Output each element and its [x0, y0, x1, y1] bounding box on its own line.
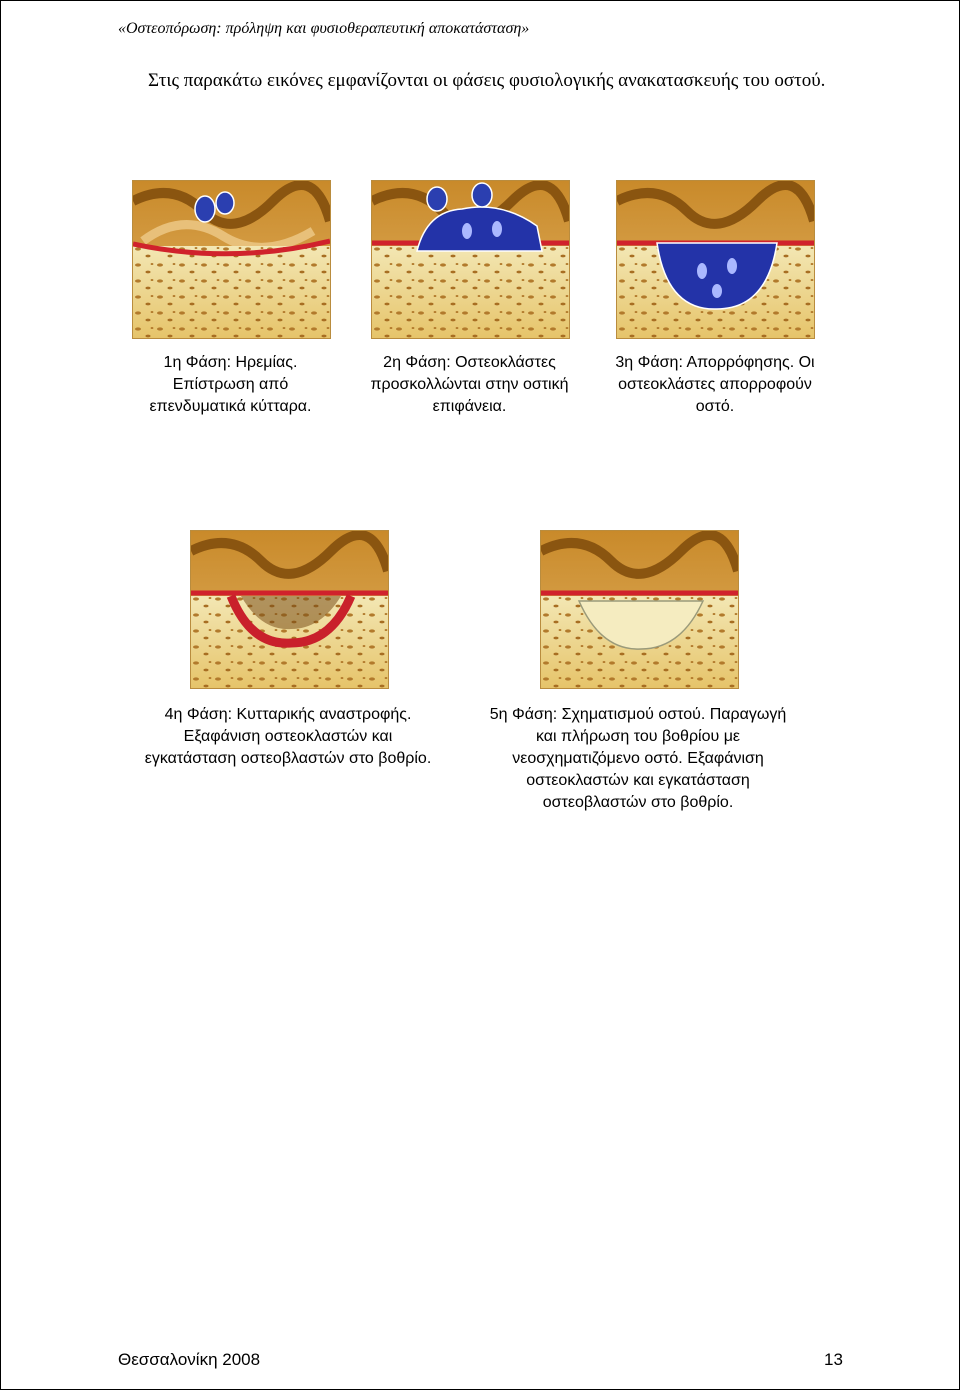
footer-location-year: Θεσσαλονίκη 2008	[118, 1350, 261, 1369]
caption-line: και πλήρωση του βοθρίου με	[535, 728, 741, 745]
caption-line: επιφάνεια.	[432, 398, 507, 415]
caption-line: οστεοβλαστών στο βοθρίο.	[542, 794, 734, 811]
caption-line: 2η Φάση: Οστεοκλάστες	[383, 354, 556, 371]
phase-4-image	[190, 530, 389, 689]
caption-line: οστό.	[695, 398, 735, 415]
caption-line: 5η Φάση: Σχηματισμού οστού. Παραγωγή	[489, 706, 787, 723]
caption-line: Επίστρωση από	[172, 376, 289, 393]
phase-3-image	[616, 180, 815, 339]
caption-line: οστεοκλαστών και εγκατάσταση	[526, 772, 750, 789]
page-number: 13	[824, 1350, 843, 1369]
caption-line: 1η Φάση: Ηρεμίας.	[163, 354, 298, 371]
running-header: «Οστεοπόρωση: πρόληψη και φυσιοθεραπευτική αποκατάσταση»	[118, 20, 530, 37]
intro-paragraph: Στις παρακάτω εικόνες εμφανίζονται οι φάσεις φυσιολογικής ανακατασκευής του οστού.	[148, 70, 826, 91]
phase-1-caption	[112, 352, 349, 418]
phase-5-image	[540, 530, 739, 689]
phase-3-caption	[590, 352, 840, 418]
phase-4-caption	[118, 704, 458, 770]
phase-1-image	[132, 180, 331, 339]
caption-line: προσκολλώνται στην οστική	[370, 376, 569, 393]
caption-line: 3η Φάση: Απορρόφησης. Οι	[615, 354, 815, 371]
caption-line: Εξαφάνιση οστεοκλαστών και	[183, 728, 393, 745]
caption-line: επενδυματικά κύτταρα.	[149, 398, 312, 415]
phase-2-image	[371, 180, 570, 339]
phase-5-caption	[468, 704, 808, 814]
caption-line: νεοσχηματιζόμενο οστό. Εξαφάνιση	[512, 750, 764, 767]
caption-line: οστεοκλάστες απορροφούν	[618, 376, 812, 393]
caption-line: 4η Φάση: Κυτταρικής αναστροφής.	[164, 706, 412, 723]
caption-line: εγκατάσταση οστεοβλαστών στο βοθρίο.	[144, 750, 432, 767]
phase-2-caption	[349, 352, 590, 418]
